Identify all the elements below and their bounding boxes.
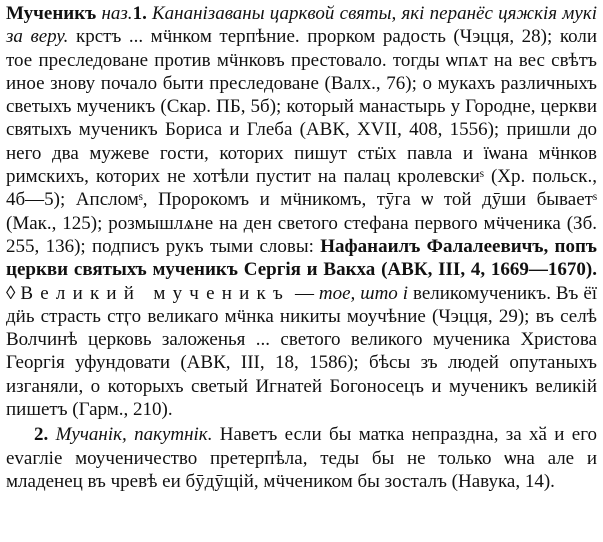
sense-1-paragraph: Мученикъ наз.1. Кананізаваны царквой святы, які перанёс цяжкія мукі за веру. крстъ ... мӵнком терпѣние. прорком радость (Чэцця, 28); коли тое преследоване против мӵнковъ престовало. тогды ѡпѧт на вес свѣтъ иное знову почало быти преследоване (Валх., 76); о мукахъ различныхъ светыхъ мученикъ (Скар. ПБ, 5б); который манастырь у Городне, церкви святыхъ мученикъ Бориса и Глеба (АВК, XVII, 408, 1556); пришли до него два мужеве гости, которих пишут стӹх павла и їѡана мӵнков римскихъ, которих не хотѣли пустит на палац кролевскиˢ (Хр. польск., 4б—5); Апсломˢ, Пророкомъ и мӵникомъ, тӯга ѡ той дӯши бываетˢ (Мак., 125); розмышлѧне на ден светого стефана первого мӵченика (Зб. 255, 136); подписъ рукъ тыми словы: Нафанаилъ Фалалеевичъ, попъ церкви святыхъ мученикъ Сергія и Вакха (АВК, III, 4, 1669—1670). ◊ Великий мученикъ — тое, што і великомученикъ. Въ ёї дӥь страсть стӷо великаго мӵнка никиты моучѣние (Чэцця, 29); въ селѣ Волчинѣ церковь заложенья ... светого великого мученика Христова Георгія уфундовати (АВК, III, 18, 1586); бѣсы зъ людей опутаныхъ изганяли, о которыхъ светый Игнатей Богоносецъ и мученикъ великій пишетъ (Гарм., 210). xyxy=(6,3,598,421)
subentry-lemma: Великий мученикъ xyxy=(20,282,291,304)
sense-2-paragraph xyxy=(6,423,597,493)
subentry-text: великомученикъ. Въ ёї дӥь страсть стӷо великаго мӵнка никиты моучѣние (Чэцця, 29); въ селѣ Волчинѣ церковь заложенья ... светого великого мученика Христова Георгія уфундовати (АВК, III, 18, 1586); бѣсы зъ людей опутаныхъ изганяли, о которыхъ светый Игнатей Богоносецъ и мученикъ великій пишетъ (Гарм., 210). xyxy=(6,282,598,421)
sense-1-citations: крстъ ... мӵнком терпѣние. прорком радость (Чэцця, 28); коли тое преследоване против мӵнковъ престовало. тогды ѡпѧт на вес свѣтъ иное знову почало быти преследоване (Валх., 76); о мукахъ различныхъ светыхъ мученикъ (Скар. ПБ, 5б); который манастырь у Городне, церкви святыхъ мученикъ Бориса и Глеба (АВК, XVII, 408, 1556); пришли до него два мужеве гости, которих пишут стӹх павла и їѡана мӵнков римскихъ, которих не хотѣли пустит на палац кролевскиˢ (Хр. польск., 4б—5); Апсломˢ, Пророкомъ и мӵникомъ, тӯга ѡ той дӯши бываетˢ (Мак., 125); розмышлѧне на ден светого стефана первого мӵченика (Зб. 255, 136); подписъ рукъ тыми словы: xyxy=(6,26,597,257)
dictionary-entry xyxy=(6,2,597,493)
sense-2-citations: Наветъ если бы матка непраздна, за хӑ и его еvагліе моученичество претерпѣла, теды бы не только ѡна але и младенец въ чревѣ еи бӯдӯщій, мӵчеником бы зосталъ (Навука, 14). xyxy=(6,424,598,492)
headword: Мученикъ xyxy=(6,3,97,24)
subentry-marker: ◊ xyxy=(6,282,16,304)
sense-1-gloss: Кананізаваны царквой святы, які перанёс цяжкія мукі за веру. xyxy=(6,3,598,48)
sense-1-number: 1. xyxy=(132,3,147,24)
sense-1-citation-bold: Нафанаилъ Фалалеевичъ, попъ церкви святыхъ мученикъ Сергія и Вакха (АВК, III, 4, 1669—1670). xyxy=(6,235,598,281)
subentry-gloss: тое, што і xyxy=(318,282,409,304)
grammar-label: наз. xyxy=(101,3,133,24)
sense-2-number: 2. xyxy=(34,424,49,446)
sense-2-gloss: Мучанік, пакутнік. xyxy=(55,424,213,446)
